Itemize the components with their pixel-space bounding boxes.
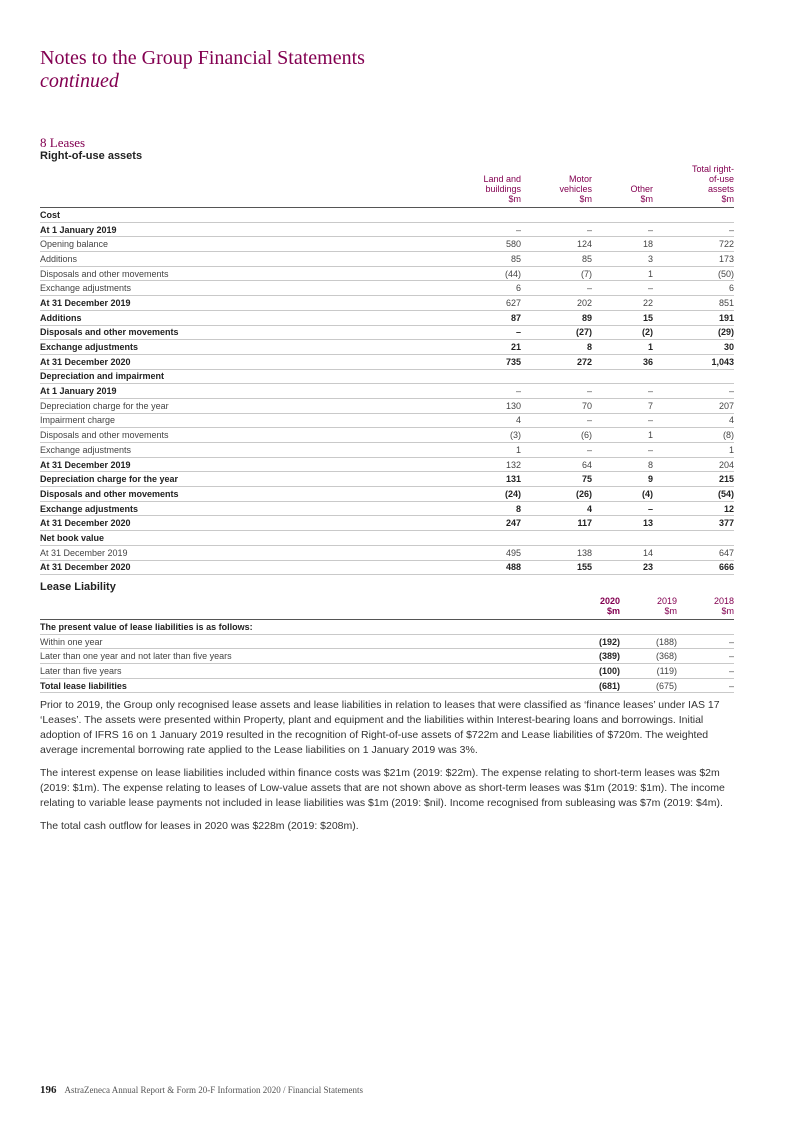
table-row [40, 443, 734, 458]
row-label: Additions [40, 310, 440, 325]
cell-value: – [440, 325, 521, 340]
cell-value: 4 [521, 501, 592, 516]
table-row [40, 252, 734, 267]
cell-value: – [592, 443, 653, 458]
column-header-other: Other $m [630, 184, 653, 204]
cell-value: 117 [521, 516, 592, 531]
cell-value: 9 [592, 472, 653, 487]
row-label: The present value of lease liabilities is as follows: [40, 620, 562, 635]
cell-value: – [677, 664, 734, 679]
cell-value: – [677, 634, 734, 649]
table-row [40, 664, 734, 679]
row-label: Exchange adjustments [40, 501, 440, 516]
cell-value: 87 [440, 310, 521, 325]
cell-value: (2) [592, 325, 653, 340]
cell-value: 15 [592, 310, 653, 325]
cell-value: 132 [440, 457, 521, 472]
cell-value: 23 [592, 560, 653, 575]
row-label: Disposals and other movements [40, 487, 440, 502]
row-label: Net book value [40, 531, 440, 546]
lease-liability-table [40, 594, 734, 693]
cell-value [440, 208, 521, 223]
table-row [40, 237, 734, 252]
table-row [40, 516, 734, 531]
column-header-land-buildings: Land and buildings $m [483, 174, 521, 204]
cell-value: 272 [521, 354, 592, 369]
row-label: At 31 December 2020 [40, 560, 440, 575]
table-row [40, 384, 734, 399]
right-of-use-assets-table [40, 164, 734, 575]
cell-value: 21 [440, 340, 521, 355]
table-row [40, 369, 734, 384]
row-label: Disposals and other movements [40, 325, 440, 340]
row-label: At 1 January 2019 [40, 384, 440, 399]
table-row [40, 340, 734, 355]
cell-value: (7) [521, 266, 592, 281]
row-label: Within one year [40, 634, 562, 649]
cell-value: 1 [440, 443, 521, 458]
cell-value [653, 369, 734, 384]
cell-value: (24) [440, 487, 521, 502]
table-row [40, 634, 734, 649]
cell-value: – [521, 384, 592, 399]
cell-value: 488 [440, 560, 521, 575]
cell-value [677, 620, 734, 635]
paragraph-ifrs16-adoption: Prior to 2019, the Group only recognised lease assets and lease liabilities in relation to leases that were classified as ‘finance leases’ under IAS 17 ‘Leases’. The assets were presented within Property, plant and equipment and the liabilities within Interest-bearing loans and borrowings. Initial adoption of IFRS 16 on 1 January 2019 resulted in the recognition of Right-of-use assets of $722m and Lease liabilities of $720m. The weighted average incremental borrowing rate applied to the Lease liabilities on 1 January 2019 was 3%. [40, 699, 720, 756]
cell-value [653, 531, 734, 546]
cell-value: 202 [521, 296, 592, 311]
table-row [40, 325, 734, 340]
cell-value: 13 [592, 516, 653, 531]
section-title: 8 Leases [40, 135, 86, 150]
cell-value [562, 620, 620, 635]
row-label: At 31 December 2019 [40, 545, 440, 560]
cell-value: 155 [521, 560, 592, 575]
cell-value: – [592, 222, 653, 237]
cell-value: 1 [592, 340, 653, 355]
cell-value: 30 [653, 340, 734, 355]
row-label: Depreciation charge for the year [40, 398, 440, 413]
table-row [40, 472, 734, 487]
row-label: At 1 January 2019 [40, 222, 440, 237]
cell-value: (192) [562, 634, 620, 649]
cell-value: – [677, 649, 734, 664]
row-label-header [40, 594, 562, 620]
cell-value: 8 [592, 457, 653, 472]
cell-value: (368) [620, 649, 677, 664]
table-row [40, 560, 734, 575]
cell-value: 22 [592, 296, 653, 311]
cell-value: (119) [620, 664, 677, 679]
cell-value: 6 [653, 281, 734, 296]
table-row [40, 531, 734, 546]
cell-value: 6 [440, 281, 521, 296]
row-label: Disposals and other movements [40, 428, 440, 443]
cell-value: 8 [521, 340, 592, 355]
table-row [40, 281, 734, 296]
row-label: Disposals and other movements [40, 266, 440, 281]
row-label: Cost [40, 208, 440, 223]
row-label: Exchange adjustments [40, 340, 440, 355]
table-row [40, 620, 734, 635]
cell-value: 204 [653, 457, 734, 472]
cell-value: – [592, 413, 653, 428]
table-row [40, 428, 734, 443]
row-label: Opening balance [40, 237, 440, 252]
cell-value: (188) [620, 634, 677, 649]
column-header-total: Total right- of-use assets $m [691, 164, 734, 204]
cell-value: 735 [440, 354, 521, 369]
cell-value: 85 [440, 252, 521, 267]
cell-value: 215 [653, 472, 734, 487]
table-row [40, 487, 734, 502]
table-row [40, 208, 734, 223]
cell-value: (26) [521, 487, 592, 502]
cell-value: 14 [592, 545, 653, 560]
cell-value: – [592, 501, 653, 516]
cell-value: 18 [592, 237, 653, 252]
cell-value [653, 208, 734, 223]
cell-value [592, 208, 653, 223]
row-label: At 31 December 2020 [40, 516, 440, 531]
page-number: 196 [40, 1084, 57, 1096]
cell-value: – [592, 281, 653, 296]
row-label: Depreciation and impairment [40, 369, 440, 384]
cell-value [592, 531, 653, 546]
table-row [40, 413, 734, 428]
cell-value: 12 [653, 501, 734, 516]
cell-value: (29) [653, 325, 734, 340]
cell-value: 36 [592, 354, 653, 369]
cell-value: 173 [653, 252, 734, 267]
cell-value: 722 [653, 237, 734, 252]
column-header-2020: 2020 $m [599, 596, 620, 616]
cell-value: 247 [440, 516, 521, 531]
cell-value: – [440, 384, 521, 399]
cell-value: (8) [653, 428, 734, 443]
cell-value [592, 369, 653, 384]
cell-value: (675) [620, 678, 677, 693]
cell-value: – [592, 384, 653, 399]
row-label: Exchange adjustments [40, 281, 440, 296]
table-header-row [40, 164, 734, 208]
page-title: Notes to the Group Financial Statements [40, 47, 365, 69]
cell-value [440, 369, 521, 384]
table-row [40, 354, 734, 369]
cell-value: 3 [592, 252, 653, 267]
cell-value: 377 [653, 516, 734, 531]
cell-value: (681) [562, 678, 620, 693]
cell-value: 130 [440, 398, 521, 413]
cell-value: – [653, 222, 734, 237]
row-label: At 31 December 2019 [40, 296, 440, 311]
cell-value: 207 [653, 398, 734, 413]
cell-value: 7 [592, 398, 653, 413]
cell-value: 89 [521, 310, 592, 325]
table-row [40, 296, 734, 311]
cell-value [620, 620, 677, 635]
row-label-header [40, 164, 440, 208]
table-row [40, 545, 734, 560]
cell-value: – [521, 281, 592, 296]
cell-value: 495 [440, 545, 521, 560]
cell-value: 124 [521, 237, 592, 252]
cell-value [521, 208, 592, 223]
footer-text: AstraZeneca Annual Report & Form 20-F Information 2020 / Financial Statements [64, 1085, 363, 1095]
cell-value: (4) [592, 487, 653, 502]
row-label: Exchange adjustments [40, 443, 440, 458]
cell-value: 70 [521, 398, 592, 413]
table-row [40, 266, 734, 281]
table-row [40, 501, 734, 516]
cell-value: 1 [592, 266, 653, 281]
cell-value: (3) [440, 428, 521, 443]
cell-value: 627 [440, 296, 521, 311]
cell-value: 4 [653, 413, 734, 428]
page-footer [40, 1084, 363, 1096]
cell-value [521, 531, 592, 546]
cell-value: 1,043 [653, 354, 734, 369]
column-header-2019: 2019 $m [656, 596, 677, 616]
cell-value: 647 [653, 545, 734, 560]
cell-value: (44) [440, 266, 521, 281]
cell-value: – [440, 222, 521, 237]
cell-value: – [521, 222, 592, 237]
table-row [40, 222, 734, 237]
cell-value [440, 531, 521, 546]
row-label: At 31 December 2020 [40, 354, 440, 369]
page-subtitle: continued [40, 70, 119, 92]
row-label: Later than five years [40, 664, 562, 679]
cell-value: 64 [521, 457, 592, 472]
row-label: Total lease liabilities [40, 678, 562, 693]
row-label: At 31 December 2019 [40, 457, 440, 472]
cell-value: 666 [653, 560, 734, 575]
cell-value: – [521, 443, 592, 458]
row-label: Impairment charge [40, 413, 440, 428]
cell-value: 1 [653, 443, 734, 458]
column-header-2018: 2018 $m [713, 596, 734, 616]
cell-value: 85 [521, 252, 592, 267]
lease-liability-title: Lease Liability [40, 581, 116, 593]
row-label: Additions [40, 252, 440, 267]
paragraph-cash-outflow: The total cash outflow for leases in 2020 was $228m (2019: $208m). [40, 820, 359, 832]
table-header-row [40, 594, 734, 620]
cell-value: 75 [521, 472, 592, 487]
paragraph-interest-expense: The interest expense on lease liabilities included within finance costs was $21m (2019: $22m). The expense relating to short-term leases was $2m (2019: $1m). The expense relating to leases of Low-value assets that are not shown above as short-term leases was $1m (2019: $1m). The income relating to variable lease payments not included in lease liabilities was $1m (2019: $nil). Income recognised from subleasing was $7m (2019: $4m). [40, 767, 725, 809]
column-header-motor-vehicles: Motor vehicles $m [559, 174, 592, 204]
row-label: Depreciation charge for the year [40, 472, 440, 487]
cell-value: (27) [521, 325, 592, 340]
table-row [40, 678, 734, 693]
cell-value: (50) [653, 266, 734, 281]
cell-value: (389) [562, 649, 620, 664]
section-subtitle: Right-of-use assets [40, 150, 143, 162]
cell-value: 191 [653, 310, 734, 325]
cell-value: (100) [562, 664, 620, 679]
table-row [40, 310, 734, 325]
cell-value: 131 [440, 472, 521, 487]
cell-value: 851 [653, 296, 734, 311]
cell-value: 580 [440, 237, 521, 252]
cell-value [521, 369, 592, 384]
table-row [40, 649, 734, 664]
cell-value: 4 [440, 413, 521, 428]
cell-value: 8 [440, 501, 521, 516]
row-label: Later than one year and not later than five years [40, 649, 562, 664]
cell-value: – [521, 413, 592, 428]
cell-value: – [677, 678, 734, 693]
cell-value: (6) [521, 428, 592, 443]
cell-value: – [653, 384, 734, 399]
table-row [40, 398, 734, 413]
cell-value: 138 [521, 545, 592, 560]
cell-value: 1 [592, 428, 653, 443]
cell-value: (54) [653, 487, 734, 502]
table-row [40, 457, 734, 472]
